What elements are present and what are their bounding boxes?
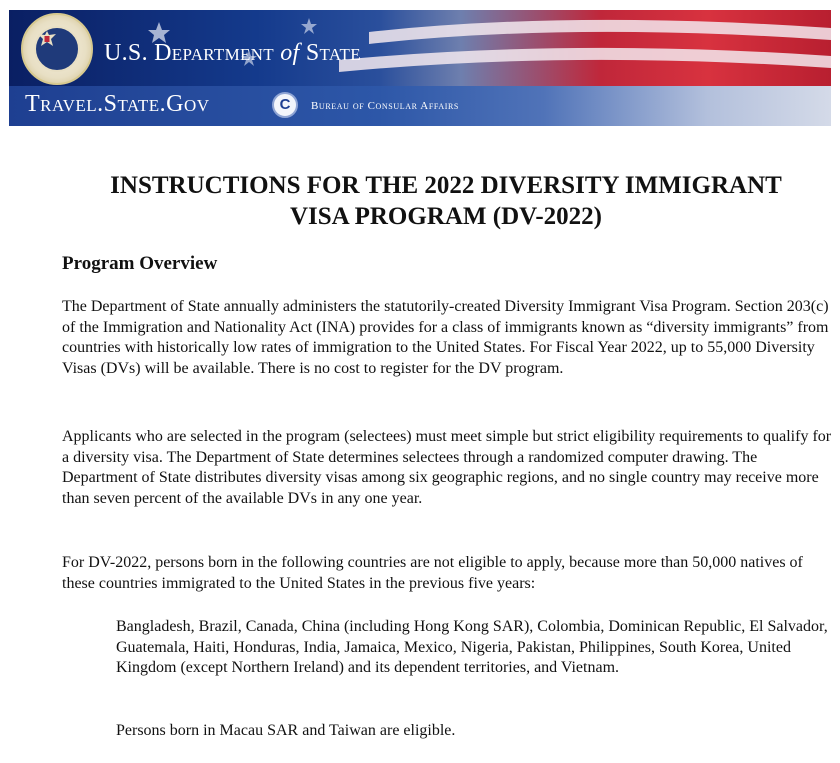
site-banner <box>9 10 831 126</box>
document-title-line-2: VISA PROGRAM (DV-2022) <box>289 203 602 230</box>
department-title <box>104 40 361 67</box>
seal-icon <box>21 13 93 85</box>
overview-paragraph: The Department of State annually administers the statutorily-created Diversity Immigrant Visa Program. Section 203(c) of the Immigration and Nationality Act (INA) provides for a class of immigrants known as “diversity immigrants” from countries with historically low rates of immigration to the United States. For Fiscal Year 2022, up to 55,000 Diversity Visas (DVs) will be available. There is no cost to register for the DV program. <box>62 298 829 377</box>
department-prefix: U.S. Department <box>104 40 274 66</box>
consular-affairs-logo-icon: C <box>272 92 298 118</box>
section-heading: Program Overview <box>62 253 218 274</box>
document-title <box>60 170 832 232</box>
eligibility-paragraph: Applicants who are selected in the program (selectees) must meet simple but strict eligibility requirements to qualify for a diversity visa. The Department of State determines selectees through a randomized computer drawing. The Department of State distributes diversity visas among six geographic regions, and no single country may receive more than seven percent of the available DVs in any one year. <box>62 428 832 507</box>
ineligible-countries-list: Bangladesh, Brazil, Canada, China (including Hong Kong SAR), Colombia, Dominican Republic, El Salvador, Guatemala, Haiti, Honduras, India, Jamaica, Mexico, Nigeria, Pakistan, Philippines, South Korea, United Kingdom (except Northern Ireland) and its dependent territories, and Vietnam. <box>116 618 828 676</box>
eligible-note: Persons born in Macau SAR and Taiwan are eligible. <box>116 722 456 739</box>
bureau-name: Bureau of Consular Affairs <box>311 100 459 112</box>
department-suffix: State <box>305 40 361 66</box>
banner-flag-band <box>9 10 831 86</box>
ineligible-intro-paragraph: For DV-2022, persons born in the following countries are not eligible to apply, because more than 50,000 natives of these countries immigrated to the United States in the previous five years: <box>62 554 803 592</box>
department-of: of <box>280 40 300 66</box>
travel-state-gov-link[interactable]: Travel.State.Gov <box>25 91 210 117</box>
seal-center <box>34 26 80 72</box>
eagle-icon <box>36 28 58 50</box>
document-title-line-1: INSTRUCTIONS FOR THE 2022 DIVERSITY IMMIGRANT <box>110 172 782 199</box>
